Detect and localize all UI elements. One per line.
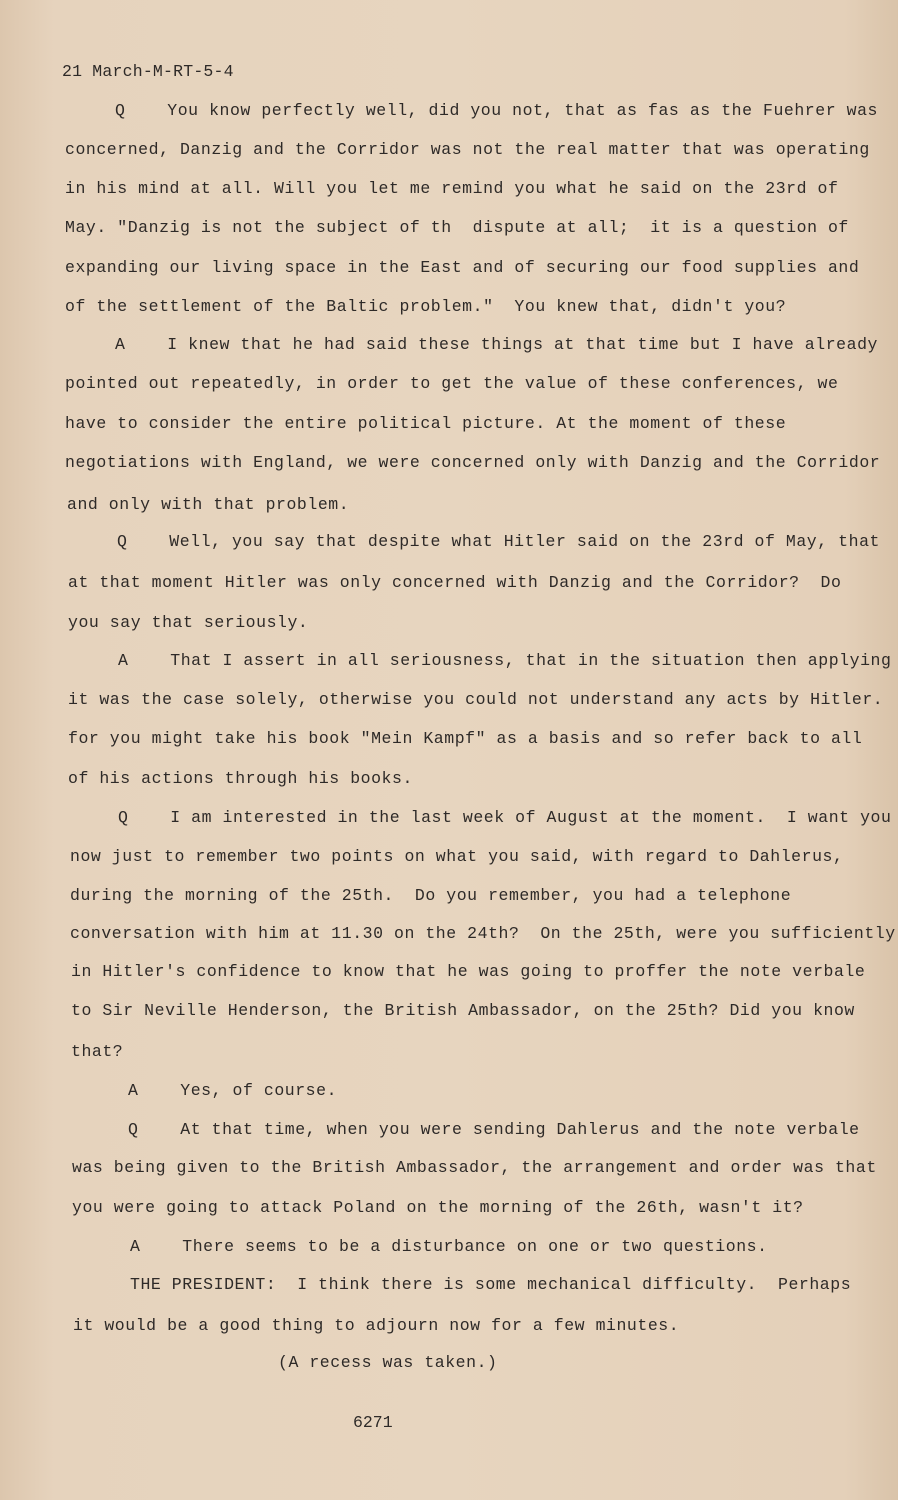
text-line: conversation with him at 11.30 on the 24th? On the 25th, were you sufficiently [70, 924, 896, 943]
text-line: it was the case solely, otherwise you could not understand any acts by Hitler. [68, 690, 884, 709]
text-line: was being given to the British Ambassador, the arrangement and order was that [72, 1158, 877, 1177]
text-line: in Hitler's confidence to know that he was going to proffer the note verbale [71, 962, 866, 981]
text-line: now just to remember two points on what you said, with regard to Dahlerus, [70, 847, 844, 866]
text-line: you say that seriously. [68, 613, 309, 632]
text-line: you were going to attack Poland on the morning of the 26th, wasn't it? [72, 1198, 804, 1217]
text-line: during the morning of the 25th. Do you remember, you had a telephone [70, 886, 792, 905]
text-line: Q At that time, when you were sending Dahlerus and the note verbale [128, 1120, 860, 1139]
text-line: expanding our living space in the East and of securing our food supplies and [65, 258, 860, 277]
text-line: A I knew that he had said these things at that time but I have already [115, 335, 878, 354]
text-line: Q Well, you say that despite what Hitler said on the 23rd of May, that [117, 532, 880, 551]
text-line: A That I assert in all seriousness, that in the situation then applying [118, 651, 892, 670]
text-line: pointed out repeatedly, in order to get the value of these conferences, we [65, 374, 839, 393]
text-line: Q You know perfectly well, did you not, that as fas as the Fuehrer was [115, 101, 878, 120]
text-line: that? [71, 1042, 124, 1061]
text-line: May. "Danzig is not the subject of th dispute at all; it is a question of [65, 218, 849, 237]
document-header: 21 March-M-RT-5-4 [62, 62, 234, 81]
text-line: for you might take his book "Mein Kampf" as a basis and so refer back to all [68, 729, 863, 748]
text-line: in his mind at all. Will you let me remind you what he said on the 23rd of [65, 179, 839, 198]
text-line: of his actions through his books. [68, 769, 413, 788]
page-number: 6271 [353, 1413, 393, 1432]
text-line: THE PRESIDENT: I think there is some mechanical difficulty. Perhaps [130, 1275, 852, 1294]
text-line: concerned, Danzig and the Corridor was not the real matter that was operating [65, 140, 870, 159]
text-line: have to consider the entire political picture. At the moment of these [65, 414, 787, 433]
text-line: negotiations with England, we were concerned only with Danzig and the Corridor [65, 453, 881, 472]
text-line: Q I am interested in the last week of August at the moment. I want you [118, 808, 892, 827]
text-line: and only with that problem. [67, 495, 350, 514]
text-line: at that moment Hitler was only concerned with Danzig and the Corridor? Do [68, 573, 842, 592]
text-line: A Yes, of course. [128, 1081, 338, 1100]
text-line: of the settlement of the Baltic problem." You knew that, didn't you? [65, 297, 787, 316]
text-line: it would be a good thing to adjourn now for a few minutes. [73, 1316, 680, 1335]
text-line: (A recess was taken.) [278, 1353, 498, 1372]
text-line: A There seems to be a disturbance on one or two questions. [130, 1237, 768, 1256]
text-line: to Sir Neville Henderson, the British Ambassador, on the 25th? Did you know [71, 1001, 855, 1020]
